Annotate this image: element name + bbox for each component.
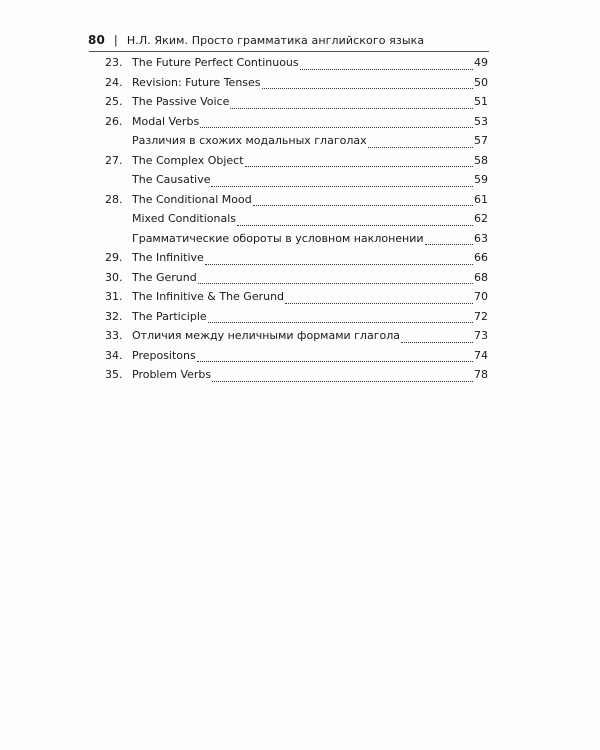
toc-entry — [105, 115, 488, 135]
toc-entry — [105, 56, 488, 76]
toc-entry-number: 33. — [105, 329, 123, 342]
toc-entry-page: 74 — [474, 348, 488, 362]
toc-entry-title: The Passive Voice — [132, 95, 230, 108]
toc-entry — [105, 232, 488, 252]
toc-entry-number: 30. — [105, 270, 123, 284]
toc-dot-leader — [253, 204, 473, 206]
toc-entry-title: Отличия между неличными формами глагола — [132, 329, 400, 342]
toc-entry-page: 58 — [474, 153, 488, 167]
toc-entry-title: The Conditional Mood — [132, 192, 252, 206]
running-title: Н.Л. Яким. Просто грамматика английского языка — [126, 33, 425, 47]
toc-entry-title: The Causative — [132, 173, 211, 186]
toc-entry-page: 61 — [474, 192, 488, 206]
toc-dot-leader — [208, 321, 473, 323]
toc-entry-page: 51 — [474, 95, 488, 108]
toc-entry — [105, 271, 488, 291]
toc-entry-page: 53 — [474, 114, 488, 128]
toc-entry-page: 66 — [474, 251, 488, 264]
toc-entry — [105, 212, 488, 232]
toc-entry-title: Revision: Future Tenses — [132, 75, 261, 89]
toc-entry — [105, 134, 488, 154]
page-header — [88, 30, 490, 50]
toc-entry-title: Различия в схожих модальных глаголах — [132, 134, 367, 147]
page-number: 80 — [88, 33, 105, 47]
toc-entry — [105, 310, 488, 330]
toc-entry — [105, 368, 488, 388]
toc-entry-number: 34. — [105, 348, 123, 362]
toc-entry-number: 27. — [105, 153, 123, 167]
toc-dot-leader — [197, 360, 473, 362]
toc-dot-leader — [212, 380, 473, 382]
header-rule — [89, 51, 489, 52]
toc-entry-page: 72 — [474, 309, 488, 323]
toc-entry-page: 50 — [474, 75, 488, 89]
toc-entry-number: 26. — [105, 114, 123, 128]
toc-entry — [105, 329, 488, 349]
toc-entry-title: Грамматические обороты в условном наклонении — [132, 231, 424, 245]
toc-entry — [105, 154, 488, 174]
toc-entry — [105, 193, 488, 213]
toc-entry-title: The Gerund — [132, 270, 197, 284]
toc-entry-number: 29. — [105, 251, 123, 264]
toc-entry-page: 78 — [474, 368, 488, 381]
toc-entry-title: The Participle — [132, 309, 207, 323]
toc-entry-title: The Future Perfect Continuous — [132, 56, 299, 69]
toc-entry — [105, 251, 488, 271]
toc-dot-leader — [285, 302, 473, 304]
toc-entry-title: The Infinitive — [132, 251, 204, 264]
toc-entry-title: The Complex Object — [132, 153, 244, 167]
toc-entry-page: 62 — [474, 212, 488, 225]
toc-entry — [105, 173, 488, 193]
toc-dot-leader — [230, 107, 473, 109]
toc-entry — [105, 95, 488, 115]
toc-entry-number: 24. — [105, 75, 123, 89]
toc-entry-number: 35. — [105, 368, 123, 381]
toc-dot-leader — [425, 243, 473, 245]
toc-dot-leader — [198, 282, 473, 284]
toc-entry — [105, 349, 488, 369]
toc-dot-leader — [200, 126, 473, 128]
toc-entry-page: 49 — [474, 56, 488, 69]
toc-entry-title: Mixed Conditionals — [132, 212, 236, 225]
toc-entry-number: 25. — [105, 95, 123, 108]
toc-dot-leader — [262, 87, 473, 89]
toc-dot-leader — [245, 165, 473, 167]
toc-entry-page: 68 — [474, 270, 488, 284]
toc-entry — [105, 290, 488, 310]
toc-entry-page: 57 — [474, 134, 488, 147]
toc-entry-title: The Infinitive & The Gerund — [132, 290, 285, 303]
toc-entry-page: 70 — [474, 290, 488, 303]
toc-entry-title: Problem Verbs — [132, 368, 212, 381]
toc-entry-number: 28. — [105, 192, 123, 206]
toc-entry-number: 32. — [105, 309, 123, 323]
toc-dot-leader — [300, 68, 473, 70]
toc-entry-page: 59 — [474, 173, 488, 186]
toc-dot-leader — [205, 263, 473, 265]
toc-dot-leader — [401, 341, 473, 343]
table-of-contents — [105, 56, 488, 388]
toc-dot-leader — [237, 224, 473, 226]
toc-dot-leader — [211, 185, 473, 187]
toc-dot-leader — [368, 146, 473, 148]
toc-entry — [105, 76, 488, 96]
toc-entry-number: 31. — [105, 290, 123, 303]
header-separator: | — [113, 33, 118, 47]
toc-entry-title: Modal Verbs — [132, 114, 200, 128]
toc-entry-page: 63 — [474, 231, 488, 245]
toc-entry-title: Prepositons — [132, 348, 196, 362]
toc-entry-page: 73 — [474, 329, 488, 342]
toc-entry-number: 23. — [105, 56, 123, 69]
